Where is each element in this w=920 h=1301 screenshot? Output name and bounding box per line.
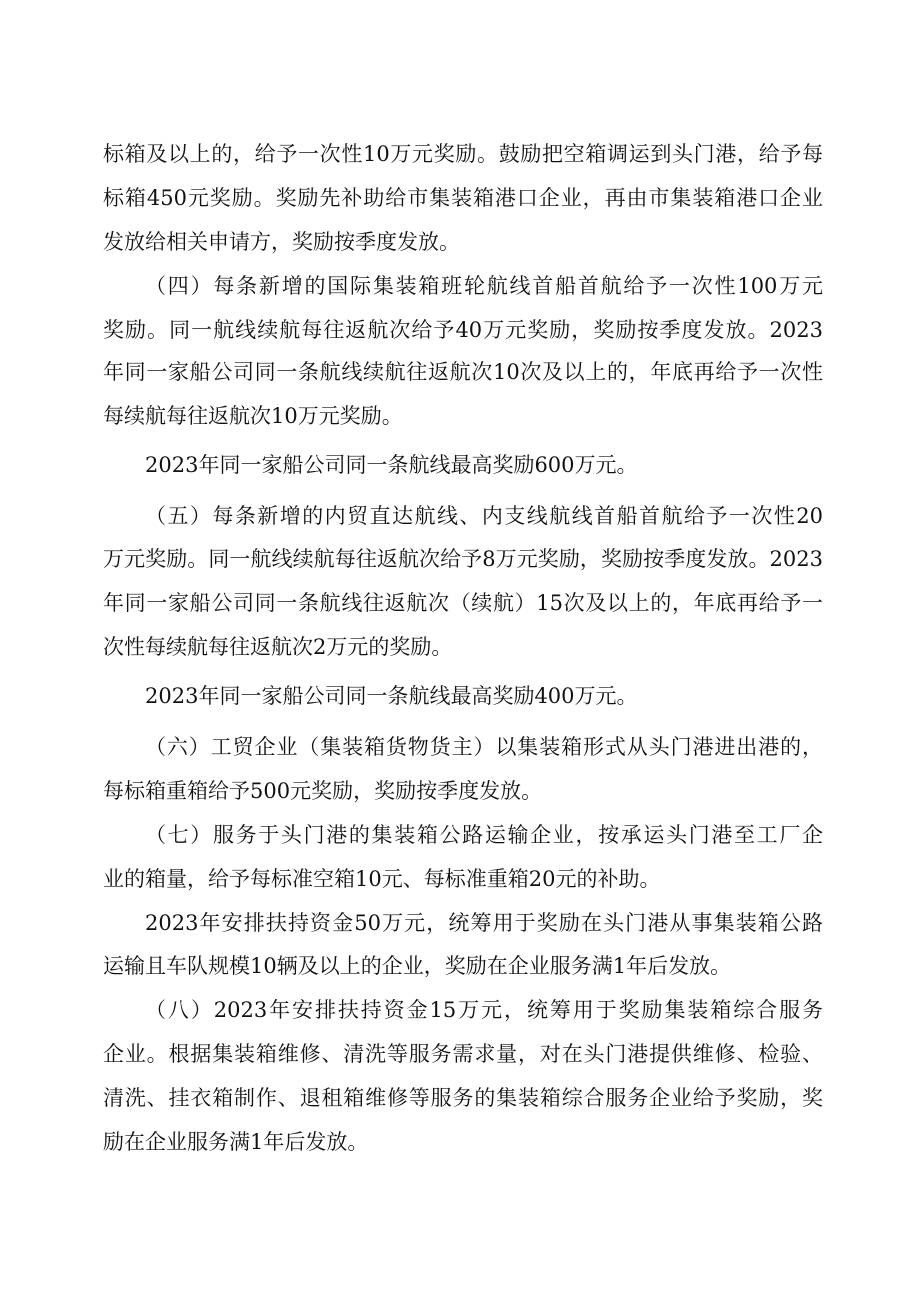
text-line: （六）工贸企业（集装箱货物货主）以集装箱形式从头门港进出港的， — [145, 735, 823, 759]
text-line: 年同一家船公司同一条航线续航往返航次10次及以上的，年底再给予一次性 — [103, 360, 823, 384]
text-line: 2023年同一家船公司同一条航线最高奖励600万元。 — [145, 453, 638, 477]
text-line: 2023年同一家船公司同一条航线最高奖励400万元。 — [145, 684, 638, 708]
text-line: 标箱450元奖励。奖励先补助给市集装箱港口企业，再由市集装箱港口企业 — [103, 186, 823, 210]
text-line: 年同一家船公司同一条航线往返航次（续航）15次及以上的，年底再给予一 — [103, 591, 823, 615]
text-line: 奖励。同一航线续航每往返航次给予40万元奖励，奖励按季度发放。2023 — [103, 318, 823, 342]
text-line: 2023年安排扶持资金50万元，统筹用于奖励在头门港从事集装箱公路 — [145, 911, 823, 935]
text-line: 每续航每往返航次10万元奖励。 — [103, 404, 403, 428]
text-line: （八）2023年安排扶持资金15万元，统筹用于奖励集装箱综合服务 — [145, 998, 823, 1022]
text-line: （七）服务于头门港的集装箱公路运输企业，按承运头门港至工厂企 — [145, 823, 823, 847]
text-line: （四）每条新增的国际集装箱班轮航线首船首航给予一次性100万元 — [145, 274, 823, 298]
text-line: 标箱及以上的，给予一次性10万元奖励。鼓励把空箱调运到头门港，给予每 — [103, 142, 823, 166]
text-line: （五）每条新增的内贸直达航线、内支线航线首船首航给予一次性20 — [145, 504, 823, 528]
text-line: 运输且车队规模10辆及以上的企业，奖励在企业服务满1年后发放。 — [103, 954, 732, 978]
text-line: 企业。根据集装箱维修、清洗等服务需求量，对在头门港提供维修、检验、 — [103, 1042, 823, 1066]
text-line: 业的箱量，给予每标准空箱10元、每标准重箱20元的补助。 — [103, 867, 661, 891]
text-line: 每标箱重箱给予500元奖励，奖励按季度发放。 — [103, 779, 543, 803]
text-line: 发放给相关申请方，奖励按季度发放。 — [103, 230, 460, 254]
text-line: 清洗、挂衣箱制作、退租箱维修等服务的集装箱综合服务企业给予奖励，奖 — [103, 1086, 823, 1110]
text-line: 次性每续航每往返航次2万元的奖励。 — [103, 635, 453, 659]
text-line: 万元奖励。同一航线续航每往返航次给予8万元奖励，奖励按季度发放。2023 — [103, 547, 823, 571]
text-line: 励在企业服务满1年后发放。 — [103, 1130, 369, 1154]
